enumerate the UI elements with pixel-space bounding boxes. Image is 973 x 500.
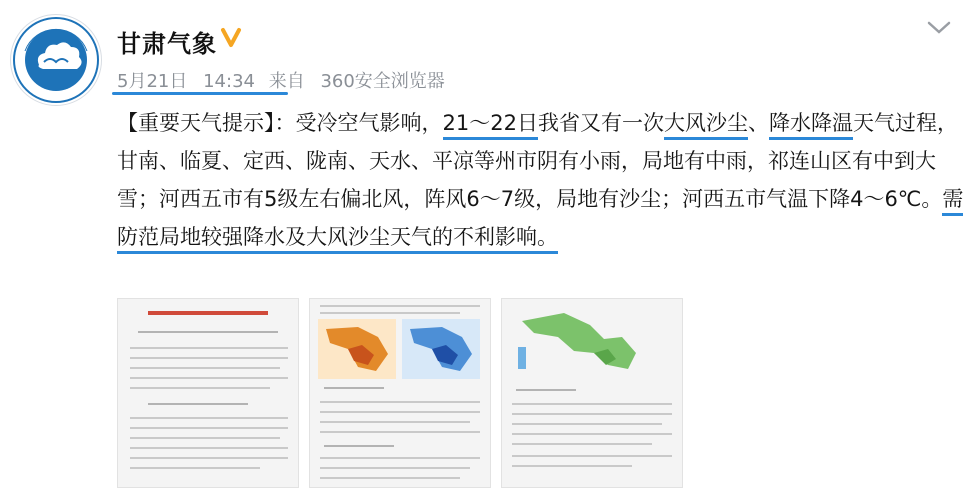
- post-text: [117, 104, 967, 256]
- document-image-3[interactable]: [501, 298, 683, 488]
- highlight-rain-cooling: 降水降温: [769, 111, 853, 140]
- attachment-gallery: [117, 298, 692, 488]
- chevron-down-icon[interactable]: [926, 20, 952, 36]
- post-time[interactable]: 14:34: [203, 71, 255, 92]
- avatar[interactable]: [10, 14, 102, 106]
- gansu-weather-logo-icon: [11, 15, 101, 105]
- post-date[interactable]: 5月21日: [117, 71, 188, 92]
- user-name[interactable]: 甘肃气象: [117, 30, 217, 58]
- post-text-body: 天气过程，甘南、临夏、定西、陇南、天水、平凉等州市阴有小雨，局地有中雨，祁连山区有中到大雪；河西五市有5级左右偏北风，阵风6～7级，局地有沙尘；河西五市气温下降4～6℃。: [117, 111, 958, 211]
- post-source[interactable]: 360安全浏览器: [320, 71, 445, 92]
- document-image-1[interactable]: [117, 298, 299, 488]
- post-text-sep: 、: [747, 111, 769, 135]
- highlight-warning: 需防范局地较强降水及大风沙尘天气的不利影响。: [117, 187, 963, 254]
- post-text-intro: 【重要天气提示】：受冷空气影响，: [117, 111, 443, 135]
- post-text-part: 我省又有一次: [537, 111, 664, 135]
- post-meta: [117, 67, 445, 93]
- from-label: 来自: [268, 71, 305, 92]
- rainfall-map-images: [318, 319, 483, 381]
- meta-underline: [112, 92, 288, 95]
- verified-v-icon: [220, 26, 242, 48]
- highlight-date-range: 21～22日: [443, 111, 538, 140]
- province-map-image: [512, 307, 672, 379]
- document-image-2[interactable]: [309, 298, 491, 488]
- highlight-sandstorm: 大风沙尘: [664, 111, 748, 140]
